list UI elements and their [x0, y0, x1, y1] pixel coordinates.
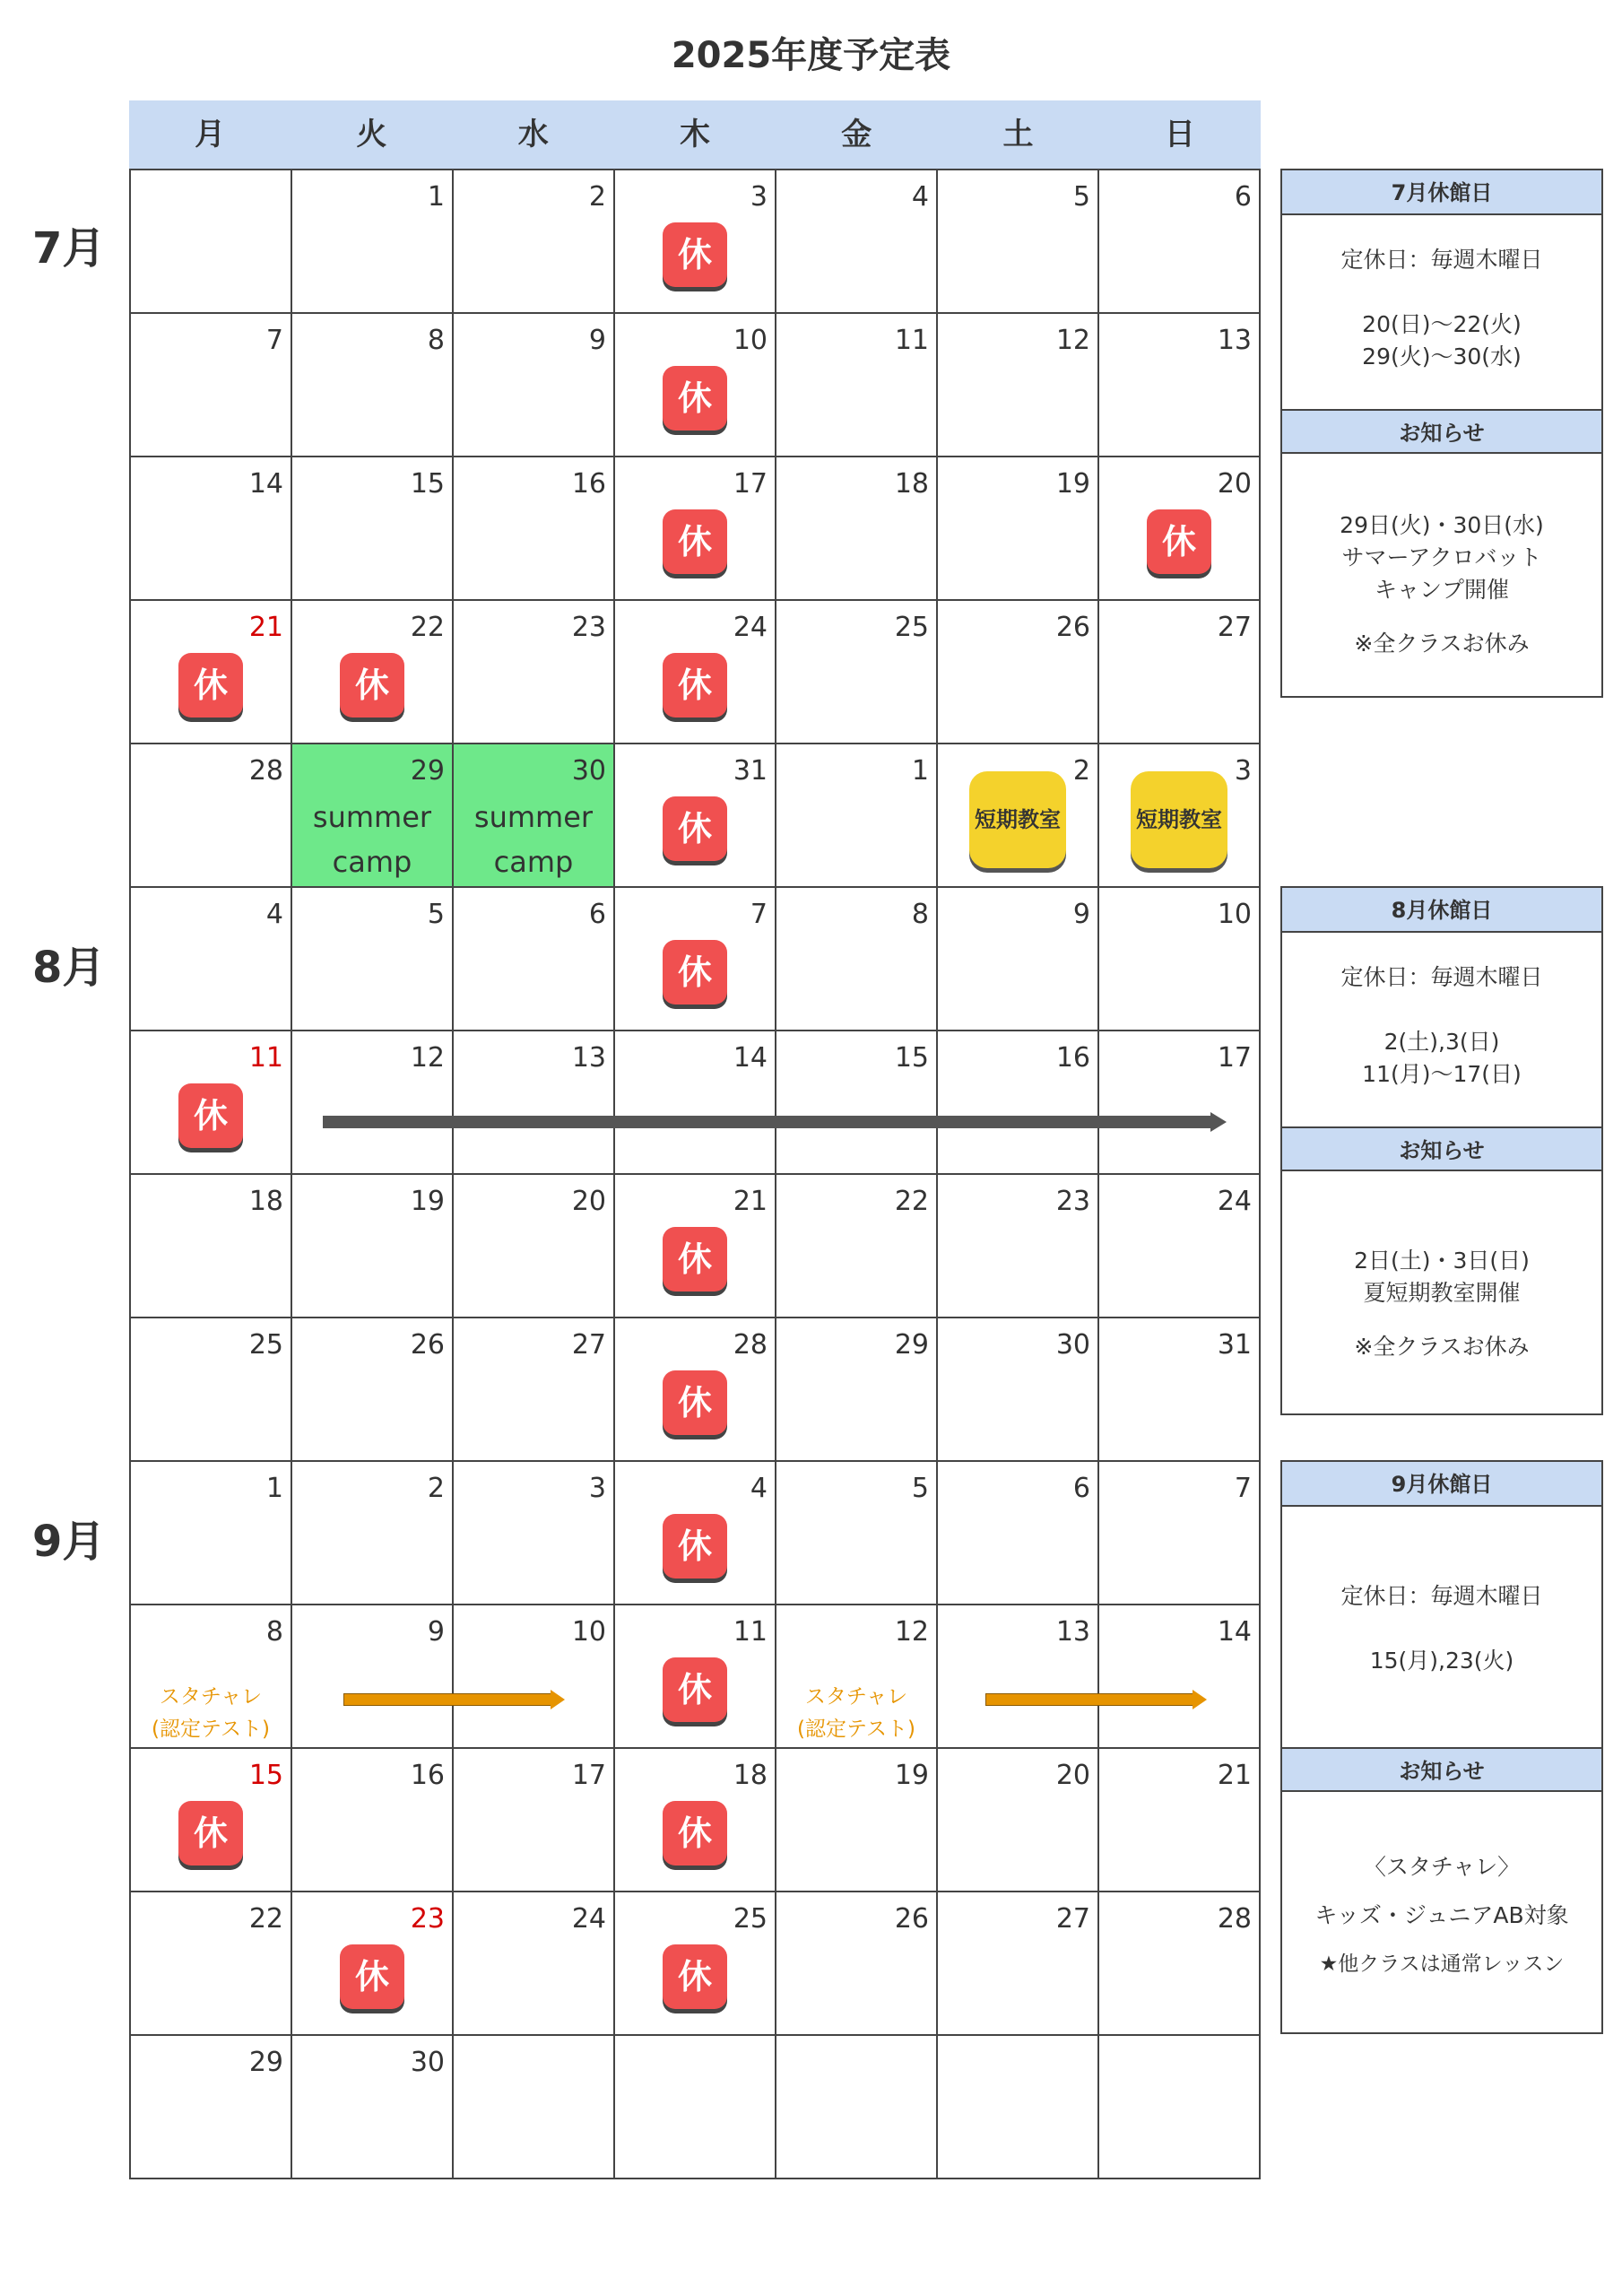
- day-number: 7: [750, 899, 768, 930]
- arrow-right-icon: [344, 1690, 565, 1709]
- closed-badge: 休: [663, 1227, 727, 1292]
- closed-badge: 休: [663, 1514, 727, 1578]
- day-number: 6: [1072, 1473, 1090, 1504]
- calendar-day-cell: [131, 457, 292, 601]
- closed-days-line: 29(火)～30(水): [1362, 344, 1522, 370]
- closed-days-line: 15(月),23(火): [1369, 1648, 1514, 1674]
- calendar-day-cell: [454, 1749, 615, 1892]
- calendar-day-cell: [292, 1462, 454, 1605]
- day-number: 27: [571, 1329, 606, 1361]
- day-number: 21: [733, 1186, 768, 1217]
- closed-days-line: 定休日：毎週木曜日: [1340, 247, 1543, 273]
- calendar-day-cell: [454, 1605, 615, 1749]
- day-number: 30: [1055, 1329, 1090, 1361]
- calendar-day-cell: [1099, 457, 1261, 601]
- day-number: 12: [410, 1042, 445, 1074]
- closed-badge: 休: [663, 509, 727, 574]
- day-number: 23: [571, 612, 606, 643]
- day-number: 4: [911, 181, 929, 213]
- day-number: 28: [248, 755, 283, 787]
- calendar-day-cell: [615, 170, 776, 314]
- camp-label-line: camp: [493, 845, 574, 879]
- day-number: 29: [248, 2047, 283, 2078]
- calendar-july: [129, 169, 1261, 888]
- calendar-day-cell: [454, 888, 615, 1031]
- camp-label: [292, 795, 452, 884]
- day-number: 5: [911, 1473, 929, 1504]
- weekday-tue: 火: [356, 117, 387, 152]
- calendar-day-cell: [776, 1749, 938, 1892]
- weekday-wed: 水: [517, 117, 549, 152]
- day-number: 3: [588, 1473, 606, 1504]
- calendar-day-cell: [1099, 1605, 1261, 1749]
- calendar-day-cell: [131, 601, 292, 744]
- calendar-day-cell: [454, 1892, 615, 2036]
- day-number: 10: [1217, 899, 1252, 930]
- calendar-day-cell: [615, 314, 776, 457]
- calendar-day-cell: [776, 744, 938, 888]
- day-number: 26: [894, 1903, 929, 1935]
- calendar-day-cell: [1099, 1031, 1261, 1175]
- calendar-day-cell: [454, 457, 615, 601]
- day-number: 19: [894, 1760, 929, 1791]
- calendar-day-cell: [454, 1318, 615, 1462]
- closed-days-body: [1282, 933, 1601, 1126]
- day-number: 7: [1234, 1473, 1252, 1504]
- calendar-day-cell: [131, 2036, 292, 2179]
- closed-days-header: 9月休館日: [1282, 1462, 1601, 1507]
- closed-badge: 休: [178, 1083, 243, 1148]
- calendar-day-cell: [938, 1749, 1099, 1892]
- day-number: 21: [1217, 1760, 1252, 1791]
- day-number: 15: [248, 1760, 283, 1791]
- day-number: 17: [1217, 1042, 1252, 1074]
- day-number: 9: [427, 1616, 445, 1648]
- month-label-july: 7月: [32, 223, 106, 274]
- day-number: 27: [1055, 1903, 1090, 1935]
- calendar-day-cell: [938, 601, 1099, 744]
- notice-line: 夏短期教室開催: [1363, 1280, 1521, 1306]
- day-number: 10: [571, 1616, 606, 1648]
- closed-badge: 休: [340, 1944, 404, 2009]
- day-number: 31: [733, 755, 768, 787]
- month-label-september: 9月: [32, 1517, 106, 1567]
- calendar-day-cell: [131, 170, 292, 314]
- closed-badge: 休: [663, 222, 727, 287]
- calendar-day-cell: [776, 2036, 938, 2179]
- closed-days-line: 定休日：毎週木曜日: [1340, 1583, 1543, 1609]
- calendar-day-cell: [1099, 1175, 1261, 1318]
- notice-header: お知らせ: [1282, 1747, 1601, 1792]
- event-label-line: スタチャレ: [804, 1685, 908, 1709]
- calendar-day-cell: [454, 314, 615, 457]
- day-number: 17: [571, 1760, 606, 1791]
- calendar-day-cell: [776, 888, 938, 1031]
- day-number: 8: [911, 899, 929, 930]
- calendar-day-cell: [292, 1318, 454, 1462]
- camp-label-line: camp: [332, 845, 412, 879]
- day-number: 13: [1217, 325, 1252, 356]
- day-number: 20: [571, 1186, 606, 1217]
- calendar-day-cell: [292, 888, 454, 1031]
- calendar-day-cell: [938, 1031, 1099, 1175]
- day-number: 2: [588, 181, 606, 213]
- day-number: 15: [410, 468, 445, 500]
- calendar-day-cell: [454, 1031, 615, 1175]
- weekday-thu: 木: [679, 117, 710, 152]
- day-number: 13: [571, 1042, 606, 1074]
- short-class-badge: 短期教室: [1131, 771, 1227, 868]
- day-number: 14: [733, 1042, 768, 1074]
- day-number: 31: [1217, 1329, 1252, 1361]
- event-label-line: (認定テスト): [151, 1718, 271, 1741]
- calendar-day-cell: [131, 1749, 292, 1892]
- calendar-day-cell: [776, 314, 938, 457]
- notice-line: サマーアクロバット: [1341, 544, 1542, 570]
- calendar-day-cell: [776, 601, 938, 744]
- calendar-day-cell: [131, 1462, 292, 1605]
- calendar-day-cell: [938, 457, 1099, 601]
- page-title: 2025年度予定表: [671, 35, 951, 76]
- calendar-day-cell: [131, 1892, 292, 2036]
- calendar-day-cell: [938, 744, 1099, 888]
- day-number: 27: [1217, 612, 1252, 643]
- calendar-day-cell: [615, 2036, 776, 2179]
- day-number: 11: [248, 1042, 283, 1074]
- day-number: 1: [265, 1473, 283, 1504]
- day-number: 9: [1072, 899, 1090, 930]
- closed-badge: 休: [1147, 509, 1211, 574]
- notice-line: ※全クラスお休み: [1354, 631, 1530, 657]
- day-number: 12: [1055, 325, 1090, 356]
- day-number: 22: [894, 1186, 929, 1217]
- closed-badge: 休: [663, 940, 727, 1004]
- closed-badge: 休: [178, 653, 243, 718]
- calendar-day-cell: [776, 1605, 938, 1749]
- day-number: 28: [1217, 1903, 1252, 1935]
- day-number: 17: [733, 468, 768, 500]
- calendar-day-cell: [615, 1749, 776, 1892]
- calendar-day-cell: [454, 744, 615, 888]
- day-number: 12: [894, 1616, 929, 1648]
- notice-header: お知らせ: [1282, 1126, 1601, 1171]
- info-panel-august: [1280, 886, 1603, 1415]
- event-label: [131, 1681, 291, 1745]
- calendar-day-cell: [454, 601, 615, 744]
- calendar-day-cell: [615, 601, 776, 744]
- day-number: 16: [1055, 1042, 1090, 1074]
- day-number: 11: [733, 1616, 768, 1648]
- day-number: 7: [265, 325, 283, 356]
- day-number: 6: [1234, 181, 1252, 213]
- day-number: 3: [1234, 755, 1252, 787]
- calendar-day-cell: [938, 1318, 1099, 1462]
- closed-badge: 休: [663, 1370, 727, 1435]
- calendar-day-cell: [1099, 601, 1261, 744]
- day-number: 21: [248, 612, 283, 643]
- closed-badge: 休: [663, 1801, 727, 1866]
- closed-days-body: [1282, 1507, 1601, 1747]
- weekday-sun: 日: [1164, 117, 1195, 152]
- notice-body: [1282, 1171, 1601, 1361]
- calendar-day-cell: [454, 2036, 615, 2179]
- calendar-day-cell: [1099, 1749, 1261, 1892]
- notice-line: 〈スタチャレ〉: [1363, 1854, 1521, 1880]
- calendar-day-cell: [615, 1892, 776, 2036]
- day-number: 19: [1055, 468, 1090, 500]
- short-class-badge: 短期教室: [969, 771, 1066, 868]
- calendar-day-cell: [938, 1605, 1099, 1749]
- day-number: 5: [1072, 181, 1090, 213]
- calendar-day-cell: [615, 1462, 776, 1605]
- day-number: 10: [733, 325, 768, 356]
- day-number: 3: [750, 181, 768, 213]
- weekday-sat: 土: [1002, 117, 1034, 152]
- calendar-day-cell: [776, 170, 938, 314]
- calendar-day-cell: [292, 1605, 454, 1749]
- closed-days-header: 8月休館日: [1282, 888, 1601, 933]
- calendar-day-cell: [615, 744, 776, 888]
- day-number: 25: [894, 612, 929, 643]
- day-number: 26: [1055, 612, 1090, 643]
- calendar-day-cell: [1099, 1462, 1261, 1605]
- weekday-mon: 月: [195, 117, 226, 152]
- notice-body: [1282, 454, 1601, 658]
- closed-badge: 休: [663, 1657, 727, 1722]
- calendar-day-cell: [131, 314, 292, 457]
- calendar-day-cell: [776, 1031, 938, 1175]
- camp-label: [454, 795, 613, 884]
- day-number: 11: [894, 325, 929, 356]
- closed-days-line: 定休日：毎週木曜日: [1340, 964, 1543, 990]
- day-number: 5: [427, 899, 445, 930]
- day-number: 8: [427, 325, 445, 356]
- calendar-day-cell: [131, 1031, 292, 1175]
- closed-badge: 休: [178, 1801, 243, 1866]
- notice-line: ★他クラスは通常レッスン: [1319, 1952, 1565, 1976]
- closed-days-line: 11(月)～17(日): [1362, 1061, 1522, 1087]
- calendar-day-cell: [292, 1892, 454, 2036]
- day-number: 13: [1055, 1616, 1090, 1648]
- calendar-day-cell: [938, 314, 1099, 457]
- calendar-day-cell: [131, 888, 292, 1031]
- day-number: 1: [911, 755, 929, 787]
- notice-header: お知らせ: [1282, 409, 1601, 454]
- notice-line: 2日(土)・3日(日): [1354, 1248, 1530, 1274]
- day-number: 2: [1072, 755, 1090, 787]
- calendar-august: [129, 886, 1261, 1462]
- calendar-day-cell: [615, 888, 776, 1031]
- day-number: 24: [1217, 1186, 1252, 1217]
- calendar-day-cell: [292, 314, 454, 457]
- calendar-day-cell: [1099, 744, 1261, 888]
- notice-line: キッズ・ジュニアAB対象: [1314, 1902, 1569, 1928]
- calendar-day-cell: [292, 744, 454, 888]
- event-label-line: スタチャレ: [159, 1685, 263, 1709]
- calendar-day-cell: [1099, 170, 1261, 314]
- calendar-day-cell: [292, 601, 454, 744]
- day-number: 19: [410, 1186, 445, 1217]
- closed-badge: 休: [663, 653, 727, 718]
- day-number: 25: [733, 1903, 768, 1935]
- calendar-day-cell: [1099, 1892, 1261, 2036]
- day-number: 24: [733, 612, 768, 643]
- closed-badge: 休: [663, 796, 727, 861]
- calendar-day-cell: [292, 170, 454, 314]
- month-label-august: 8月: [32, 943, 106, 993]
- day-number: 4: [750, 1473, 768, 1504]
- closed-days-line: 2(土),3(日): [1383, 1029, 1500, 1055]
- calendar-day-cell: [776, 1462, 938, 1605]
- day-number: 20: [1217, 468, 1252, 500]
- day-number: 25: [248, 1329, 283, 1361]
- calendar-day-cell: [615, 457, 776, 601]
- closed-days-line: 20(日)～22(火): [1362, 311, 1522, 337]
- day-number: 4: [265, 899, 283, 930]
- day-number: 15: [894, 1042, 929, 1074]
- day-number: 6: [588, 899, 606, 930]
- day-number: 28: [733, 1329, 768, 1361]
- day-number: 22: [248, 1903, 283, 1935]
- notice-body: [1282, 1792, 1601, 1982]
- calendar-day-cell: [454, 1462, 615, 1605]
- calendar-day-cell: [615, 1031, 776, 1175]
- calendar-day-cell: [776, 457, 938, 601]
- camp-label-line: summer: [473, 800, 594, 834]
- calendar-day-cell: [1099, 888, 1261, 1031]
- arrow-right-icon: [986, 1690, 1207, 1709]
- calendar-day-cell: [131, 1605, 292, 1749]
- closed-badge: 休: [663, 366, 727, 430]
- notice-line: 29日(火)・30日(水): [1340, 512, 1544, 538]
- event-label: [776, 1681, 936, 1745]
- day-number: 1: [427, 181, 445, 213]
- day-number: 14: [248, 468, 283, 500]
- calendar-day-cell: [776, 1892, 938, 2036]
- calendar-september: [129, 1460, 1261, 2179]
- calendar-day-cell: [131, 744, 292, 888]
- day-number: 23: [1055, 1186, 1090, 1217]
- day-number: 18: [894, 468, 929, 500]
- day-number: 18: [733, 1760, 768, 1791]
- calendar-day-cell: [292, 1031, 454, 1175]
- calendar-day-cell: [454, 1175, 615, 1318]
- info-panel-july: [1280, 169, 1603, 698]
- calendar-day-cell: [454, 170, 615, 314]
- info-panel-september: [1280, 1460, 1603, 2034]
- day-number: 30: [571, 755, 606, 787]
- day-number: 22: [410, 612, 445, 643]
- calendar-day-cell: [938, 888, 1099, 1031]
- calendar-day-cell: [1099, 2036, 1261, 2179]
- day-number: 23: [410, 1903, 445, 1935]
- calendar-day-cell: [1099, 1318, 1261, 1462]
- day-number: 2: [427, 1473, 445, 1504]
- closed-badge: 休: [340, 653, 404, 718]
- closed-badge: 休: [663, 1944, 727, 2009]
- day-number: 29: [410, 755, 445, 787]
- calendar-day-cell: [292, 2036, 454, 2179]
- day-number: 9: [588, 325, 606, 356]
- day-number: 14: [1217, 1616, 1252, 1648]
- weekday-fri: 金: [841, 117, 872, 152]
- day-number: 16: [571, 468, 606, 500]
- calendar-day-cell: [292, 1175, 454, 1318]
- event-label-line: (認定テスト): [796, 1718, 916, 1741]
- calendar-day-cell: [776, 1175, 938, 1318]
- calendar-day-cell: [938, 2036, 1099, 2179]
- notice-line: キャンプ開催: [1374, 577, 1509, 603]
- calendar-day-cell: [938, 170, 1099, 314]
- calendar-day-cell: [615, 1318, 776, 1462]
- notice-line: ※全クラスお休み: [1354, 1334, 1530, 1360]
- camp-label-line: summer: [312, 800, 432, 834]
- day-number: 24: [571, 1903, 606, 1935]
- calendar-day-cell: [938, 1175, 1099, 1318]
- day-number: 26: [410, 1329, 445, 1361]
- calendar-day-cell: [292, 457, 454, 601]
- day-number: 16: [410, 1760, 445, 1791]
- day-number: 8: [265, 1616, 283, 1648]
- weekday-header: [129, 100, 1261, 169]
- calendar-day-cell: [776, 1318, 938, 1462]
- calendar-day-cell: [938, 1892, 1099, 2036]
- calendar-day-cell: [615, 1175, 776, 1318]
- arrow-right-icon: [323, 1112, 1227, 1132]
- calendar-day-cell: [292, 1749, 454, 1892]
- day-number: 29: [894, 1329, 929, 1361]
- day-number: 30: [410, 2047, 445, 2078]
- calendar-day-cell: [615, 1605, 776, 1749]
- calendar-day-cell: [131, 1175, 292, 1318]
- closed-days-header: 7月休館日: [1282, 170, 1601, 215]
- calendar-day-cell: [938, 1462, 1099, 1605]
- day-number: 18: [248, 1186, 283, 1217]
- closed-days-body: [1282, 215, 1601, 409]
- day-number: 20: [1055, 1760, 1090, 1791]
- calendar-day-cell: [1099, 314, 1261, 457]
- calendar-day-cell: [131, 1318, 292, 1462]
